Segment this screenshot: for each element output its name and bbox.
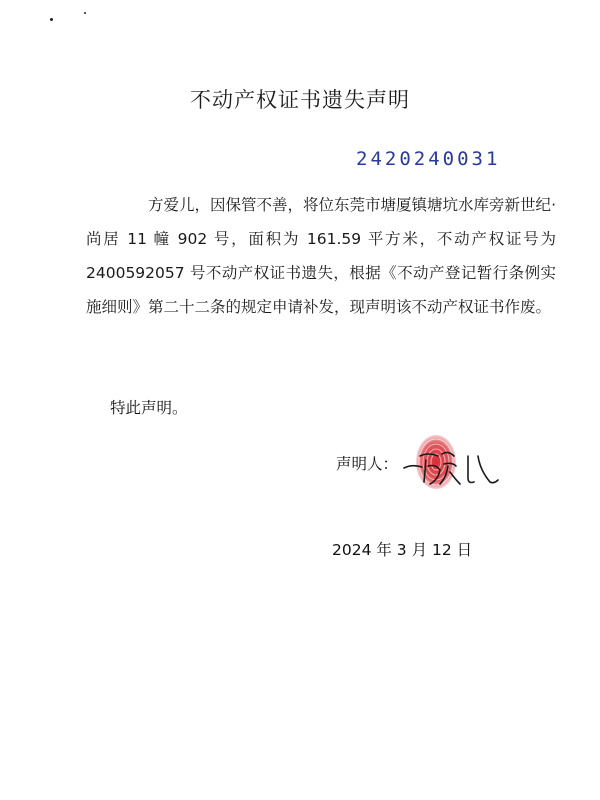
fingerprint-mark	[416, 435, 456, 489]
signature-with-fingerprint	[398, 426, 508, 506]
scan-speck	[84, 12, 86, 14]
declaration-body	[86, 188, 556, 324]
declaration-date: 2024 年 3 月 12 日	[332, 541, 473, 559]
stamped-number: 2420240031	[356, 148, 501, 170]
closing-statement: 特此声明。	[110, 399, 188, 417]
scan-speck	[50, 18, 53, 21]
declaration-paragraph: 方爱儿，因保管不善，将位东莞市塘厦镇塘坑水库旁新世纪·尚居 11 幢 902 号，面积为 161.59 平方米，不动产权证号为 2400592057 号不动产权证书遗失，根据《不动产登记暂行条例实施细则》第二十二条的规定申请补发，现声明该不动产权证书作废。	[86, 196, 556, 316]
declarant-label: 声明人：	[336, 455, 399, 473]
document-title: 不动产权证书遗失声明	[190, 88, 410, 112]
